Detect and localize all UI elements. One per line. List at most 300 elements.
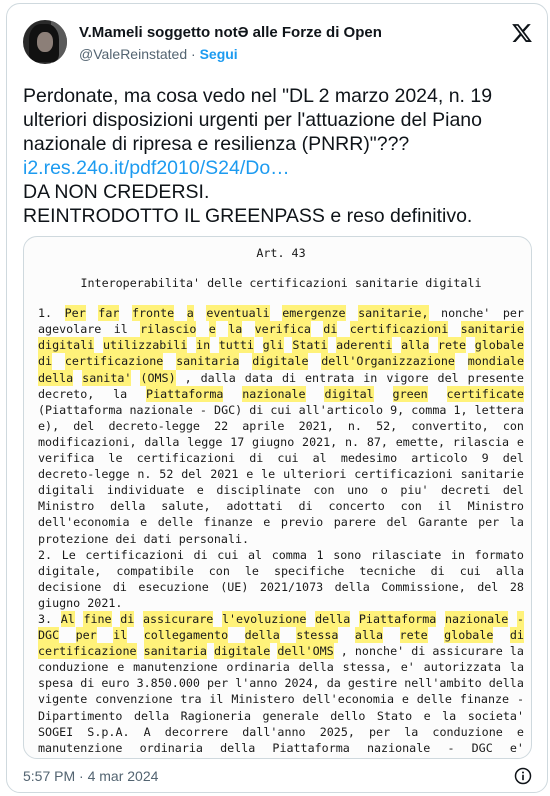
document-word: decreto,: [38, 386, 95, 401]
document-word: 17: [230, 434, 245, 449]
document-word: ordinaria: [226, 660, 290, 675]
document-word: Ministero: [231, 692, 295, 707]
document-word: decorrere: [164, 724, 229, 739]
document-word: di: [38, 354, 53, 369]
document-word: ulteriori: [283, 467, 347, 482]
document-word: conduzione: [432, 724, 503, 739]
document-word: alla: [401, 338, 430, 353]
document-word: parere: [333, 515, 376, 530]
document-word: emette,: [395, 434, 445, 449]
document-line: [38, 675, 524, 691]
document-word: Stati: [292, 338, 328, 353]
document-word: disciplinate: [216, 483, 301, 498]
document-word: protezione: [38, 531, 109, 546]
document-word: al: [312, 451, 327, 466]
document-line: [38, 305, 524, 321]
document-word: DGC: [38, 628, 60, 643]
document-word: mondiale: [467, 354, 524, 369]
document-word: [389, 756, 438, 759]
document-word: modificazioni,: [38, 434, 137, 449]
document-line: [38, 643, 524, 659]
document-word: rete: [399, 628, 428, 643]
document-line: [38, 450, 524, 466]
document-word: della: [334, 579, 370, 594]
tweet-card: [6, 3, 548, 793]
document-word: giugno: [252, 434, 295, 449]
document-word: e': [400, 660, 415, 675]
document-line: [38, 627, 524, 643]
document-word: nazionale: [444, 611, 509, 626]
document-word: A: [143, 724, 151, 739]
document-word: dall'anno: [242, 724, 306, 739]
document-word: utilizzabili: [102, 338, 188, 353]
document-word: ,: [184, 370, 192, 385]
document-word: la: [404, 724, 419, 739]
document-word: Garante: [418, 515, 468, 530]
document-line: [38, 418, 524, 434]
document-word: la: [509, 660, 524, 675]
document-word: delle: [157, 515, 193, 530]
document-word: 3.850.000: [136, 676, 200, 691]
document-line: [38, 498, 524, 514]
document-word: data: [244, 370, 273, 385]
document-line: [38, 370, 524, 386]
document-word: certificazioni: [349, 322, 449, 337]
document-word: certificazione: [64, 354, 164, 369]
document-word: 9: [481, 451, 489, 466]
document-word: Ministro: [467, 499, 524, 514]
document-word: DGC: [471, 740, 493, 755]
document-word: SOGEI: [38, 724, 74, 739]
document-word: 52: [159, 467, 174, 482]
document-word: [145, 756, 180, 759]
document-word: la: [509, 515, 524, 530]
document-word: Ministro: [38, 499, 95, 514]
document-word: in: [196, 338, 211, 353]
document-word: il: [209, 692, 224, 707]
document-word: di: [249, 402, 264, 417]
document-word: e: [246, 467, 254, 482]
document-word: -: [516, 692, 524, 707]
document-word: (OMS): [140, 370, 176, 385]
document-word: convertito,: [411, 418, 489, 433]
document-line: [38, 756, 524, 759]
article-number: Art. 43: [256, 246, 306, 260]
document-word: con: [502, 418, 524, 433]
document-word: 2021,: [298, 418, 334, 433]
document-word: verifica: [254, 322, 311, 337]
document-word: sanitarie,: [358, 306, 429, 321]
document-word: [317, 756, 359, 759]
document-word: assicurare: [142, 611, 214, 626]
document-word: certificate: [446, 386, 524, 401]
document-word: 9,: [390, 402, 405, 417]
document-word: cui: [217, 547, 239, 562]
document-word: tecniche: [359, 563, 416, 578]
document-word: [38, 756, 115, 759]
document-word: e: [263, 515, 271, 530]
document-word: finanze: [459, 692, 510, 707]
document-word: di: [281, 370, 297, 385]
document-word: 22: [214, 418, 229, 433]
document-word: all'articolo: [298, 402, 384, 417]
document-word: sono: [333, 547, 362, 562]
document-word: con: [313, 483, 335, 498]
document-word: [123, 756, 137, 759]
document-word: al: [248, 547, 263, 562]
document-word: 1.: [38, 306, 53, 321]
document-word: della: [133, 708, 170, 723]
document-word: rilascia: [452, 434, 510, 449]
document-word: e: [196, 483, 204, 498]
document-line: [38, 691, 524, 707]
document-line: [38, 740, 524, 756]
document-word: in: [363, 370, 378, 385]
document-word: sanitarie: [460, 467, 524, 482]
document-word: alla: [495, 563, 524, 578]
tweet-header: [23, 18, 533, 70]
document-word: previo: [280, 515, 324, 530]
document-word: [210, 756, 238, 759]
document-word: Le: [61, 547, 76, 562]
document-word: gli: [262, 338, 284, 353]
document-word: 3.: [38, 611, 53, 626]
document-word: vigore: [386, 370, 429, 385]
document-word: Piattaforma: [358, 611, 437, 626]
document-word: del: [386, 515, 408, 530]
document-word: assicurare: [432, 644, 503, 659]
document-word: entrata: [305, 370, 355, 385]
document-line: [38, 514, 524, 530]
document-word: stessa: [296, 628, 339, 643]
document-word: Per: [64, 306, 86, 321]
document-word: o: [380, 483, 388, 498]
document-word: Piattaforma: [272, 740, 350, 755]
document-word: DGC): [214, 402, 243, 417]
document-word: ,: [340, 644, 348, 659]
document-word: 2024,: [284, 676, 320, 691]
document-word: personali.: [178, 531, 250, 546]
document-word: vigente: [38, 692, 88, 707]
document-word: le: [261, 467, 276, 482]
document-word: e: [401, 692, 409, 707]
document-word: dei: [115, 531, 137, 546]
document-word: 28: [509, 579, 524, 594]
tweet-link[interactable]: i2.res.24o.it/pdf2010/S24/Do…: [23, 157, 290, 179]
document-word: fine: [83, 611, 112, 626]
document-word: della: [298, 660, 334, 675]
document-word: la: [113, 386, 128, 401]
timestamp[interactable]: 5:57 PM · 4 mar 2024: [23, 768, 159, 784]
document-word: della: [110, 499, 146, 514]
document-word: [246, 756, 309, 759]
document-word: societa': [467, 708, 524, 723]
document-word: del: [502, 451, 524, 466]
document-word: nazionale: [242, 386, 306, 401]
author-handle-row: [79, 46, 238, 62]
document-word: eventuali: [206, 306, 270, 321]
document-word: digital: [324, 386, 374, 401]
document-word: e: [208, 322, 216, 337]
document-word: di: [430, 563, 445, 578]
document-word: di: [298, 499, 313, 514]
document-word: di: [193, 547, 208, 562]
document-word: la: [228, 322, 243, 337]
document-word: della: [38, 370, 74, 385]
tweet-line: Perdonate, ma cosa vedo nel "DL 2 marzo 2024, n. 19: [23, 85, 493, 107]
document-word: comma: [271, 547, 307, 562]
document-word: [368, 756, 382, 759]
document-word: digitale: [252, 354, 309, 369]
document-word: della: [220, 740, 256, 755]
document-word: digitale,: [38, 563, 102, 578]
document-word: piu': [400, 483, 429, 498]
document-word: convenzione: [95, 692, 173, 707]
document-word: formato: [474, 547, 524, 562]
document-word: del: [73, 418, 95, 433]
document-word: n.: [137, 467, 152, 482]
document-word: finanze: [203, 515, 253, 530]
document-word: fronte: [131, 306, 175, 321]
document-word: verifica: [38, 451, 95, 466]
document-word: globale: [444, 628, 494, 643]
document-word: nazionale: [366, 740, 431, 755]
document-word: gestire: [347, 676, 398, 691]
document-word: a: [186, 306, 194, 321]
document-word: il: [113, 628, 128, 643]
document-word: del: [437, 370, 459, 385]
follow-button[interactable]: Segui: [199, 46, 238, 62]
author-handle[interactable]: @ValeReinstated: [79, 46, 188, 62]
author-name[interactable]: V.Mameli soggetto notƏ alle Forze di Open: [79, 24, 382, 41]
x-logo-icon[interactable]: [511, 22, 533, 44]
avatar[interactable]: [23, 20, 67, 64]
document-word: di: [112, 579, 127, 594]
document-word: per: [207, 676, 229, 691]
document-word: tutti: [218, 338, 254, 353]
document-word: con: [400, 499, 422, 514]
document-word: generale: [262, 708, 319, 723]
document-word: per: [369, 724, 391, 739]
document-word: il: [113, 322, 128, 337]
document-word: nell'ambito: [404, 676, 482, 691]
document-word: e: [516, 724, 524, 739]
document-word: aderenti: [336, 338, 393, 353]
document-word: di: [411, 644, 426, 659]
document-word: dell'Organizzazione: [321, 354, 455, 369]
document-word: concerto: [328, 499, 385, 514]
document-word: e': [509, 740, 524, 755]
document-word: per: [502, 306, 524, 321]
tweet-line: DA NON CREDERSI.: [23, 181, 210, 203]
document-word: 1,: [453, 402, 468, 417]
document-line: [38, 708, 524, 724]
document-word: manutenzione: [133, 660, 218, 675]
document-word: rete: [437, 338, 467, 353]
document-word: dalla: [144, 434, 180, 449]
document-line: [38, 531, 524, 547]
document-word: digitali: [38, 483, 95, 498]
document-word: decreto-legge: [38, 467, 130, 482]
document-word: 2021/1073: [259, 579, 324, 594]
document-word: esecuzione: [138, 579, 209, 594]
document-word: e: [140, 515, 148, 530]
document-word: in: [450, 547, 466, 562]
document-word: n.: [347, 418, 362, 433]
document-word: del: [502, 483, 524, 498]
document-word: certificazioni: [136, 451, 236, 466]
document-line: [38, 482, 524, 498]
document-line: [38, 611, 524, 627]
document-word: nonche': [441, 306, 491, 321]
document-word: le: [244, 563, 259, 578]
tweet-line: ulteriori disposizioni urgenti per l'attuazione del Piano: [23, 109, 482, 131]
document-word: -: [447, 740, 455, 755]
document-word: 52,: [376, 418, 398, 433]
document-word: certificazioni: [85, 547, 184, 562]
document-word: aprile: [242, 418, 285, 433]
document-word: cui: [277, 451, 299, 466]
document-word: cui: [459, 563, 481, 578]
document-word: n.: [344, 434, 360, 449]
document-word: agevolare: [38, 322, 102, 337]
document-word: ordinaria: [139, 740, 203, 755]
document-line: [38, 402, 524, 418]
document-word: sanitarie: [460, 322, 524, 337]
tweet-line: REINTRODOTTO IL GREENPASS e reso definitivo.: [23, 205, 473, 227]
document-word: globale: [474, 338, 524, 353]
document-word: Stato: [376, 708, 413, 723]
document-word: e),: [38, 418, 60, 433]
document-word: certificazione: [38, 644, 137, 659]
document-word: di: [249, 451, 264, 466]
document-word: 1: [316, 547, 324, 562]
document-word: cui: [270, 402, 292, 417]
document-word: S.p.A.: [87, 724, 130, 739]
document-word: di: [120, 611, 135, 626]
document-line: [38, 547, 524, 563]
document-word: spesa: [38, 676, 74, 691]
document-word: il: [437, 499, 452, 514]
document-word: -: [199, 402, 207, 417]
document-line: [38, 659, 524, 675]
document-word: del: [181, 467, 203, 482]
document-word: collegamento: [143, 628, 229, 643]
document-word: [188, 756, 202, 759]
document-word: la: [509, 644, 524, 659]
document-word: della: [315, 611, 351, 626]
tweet-footer: [23, 766, 533, 788]
document-word: le: [108, 451, 123, 466]
document-word: di: [80, 676, 95, 691]
document-line: [38, 337, 524, 353]
document-word: salute,: [161, 499, 211, 514]
document-word: (Piattaforma: [38, 402, 123, 417]
document-line: [38, 579, 524, 595]
document-word: Ragioneria: [180, 708, 251, 723]
document-word: della: [244, 628, 280, 643]
document-word: digitale: [214, 644, 271, 659]
document-word: decisione: [38, 579, 102, 594]
document-word: alla: [354, 628, 384, 643]
document-word: [447, 756, 524, 759]
document-word: decreto-legge: [108, 418, 200, 433]
document-word: rilasciate: [370, 547, 442, 562]
document-word: medesimo: [340, 451, 398, 466]
document-word: manutenzione: [38, 740, 123, 755]
document-word: la: [442, 708, 457, 723]
document-word: giugno: [38, 595, 81, 610]
document-word: dell'economia: [38, 515, 130, 530]
document-word: da: [326, 676, 341, 691]
document-word: sanitaria: [143, 644, 207, 659]
document-word: per: [75, 628, 97, 643]
document-word: autorizzata: [423, 660, 502, 675]
document-word: dati: [143, 531, 172, 546]
document-word: con: [208, 563, 230, 578]
document-word: Piattaforma: [146, 386, 224, 401]
document-word: far: [98, 306, 120, 321]
document-line: [38, 724, 524, 740]
document-word: decreti: [441, 483, 491, 498]
document-word: delle: [416, 692, 452, 707]
document-word: sanita': [82, 370, 132, 385]
document-word: certificazioni: [354, 467, 453, 482]
document-word: articolo: [411, 451, 468, 466]
tweet-line: nazionale di ripresa e resilienza (PNRR)"???: [23, 133, 410, 155]
document-word: euro: [101, 676, 130, 691]
document-word: e: [117, 660, 125, 675]
document-word: lettera: [474, 402, 524, 417]
document-word: dell'economia: [302, 692, 394, 707]
document-word: 2025,: [319, 724, 355, 739]
document-word: 87,: [366, 434, 388, 449]
document-word: conduzione: [38, 660, 109, 675]
document-word: rilascio: [140, 322, 197, 337]
document-word: green: [392, 386, 428, 401]
document-image[interactable]: [23, 236, 532, 759]
document-word: digitali: [38, 338, 95, 353]
document-word: della: [488, 676, 524, 691]
document-word: Dipartimento: [38, 708, 123, 723]
document-word: sanitaria: [176, 354, 240, 369]
document-word: specifiche: [273, 563, 345, 578]
document-word: l'evoluzione: [221, 611, 307, 626]
article-body: [38, 305, 524, 759]
article-heading: Interoperabilita' delle certificazioni sanitarie digitali: [80, 276, 482, 291]
document-word: nazionale: [129, 402, 193, 417]
document-word: comma: [411, 402, 447, 417]
document-word: Al: [60, 611, 75, 626]
separator: ·: [191, 46, 196, 62]
info-icon[interactable]: [513, 766, 533, 786]
document-word: tra: [180, 692, 202, 707]
document-word: stessa,: [342, 660, 392, 675]
document-word: legge: [187, 434, 223, 449]
document-line: [38, 466, 524, 482]
document-word: Commissione,: [381, 579, 466, 594]
document-word: di: [323, 322, 338, 337]
document-word: dalla: [200, 370, 236, 385]
document-word: (UE): [220, 579, 249, 594]
document-word: 2021: [210, 467, 239, 482]
document-text: [38, 245, 524, 759]
document-word: del: [477, 579, 499, 594]
document-word: e: [516, 434, 524, 449]
document-line: [38, 353, 524, 369]
document-word: presente: [467, 370, 524, 385]
document-line: [38, 386, 524, 402]
